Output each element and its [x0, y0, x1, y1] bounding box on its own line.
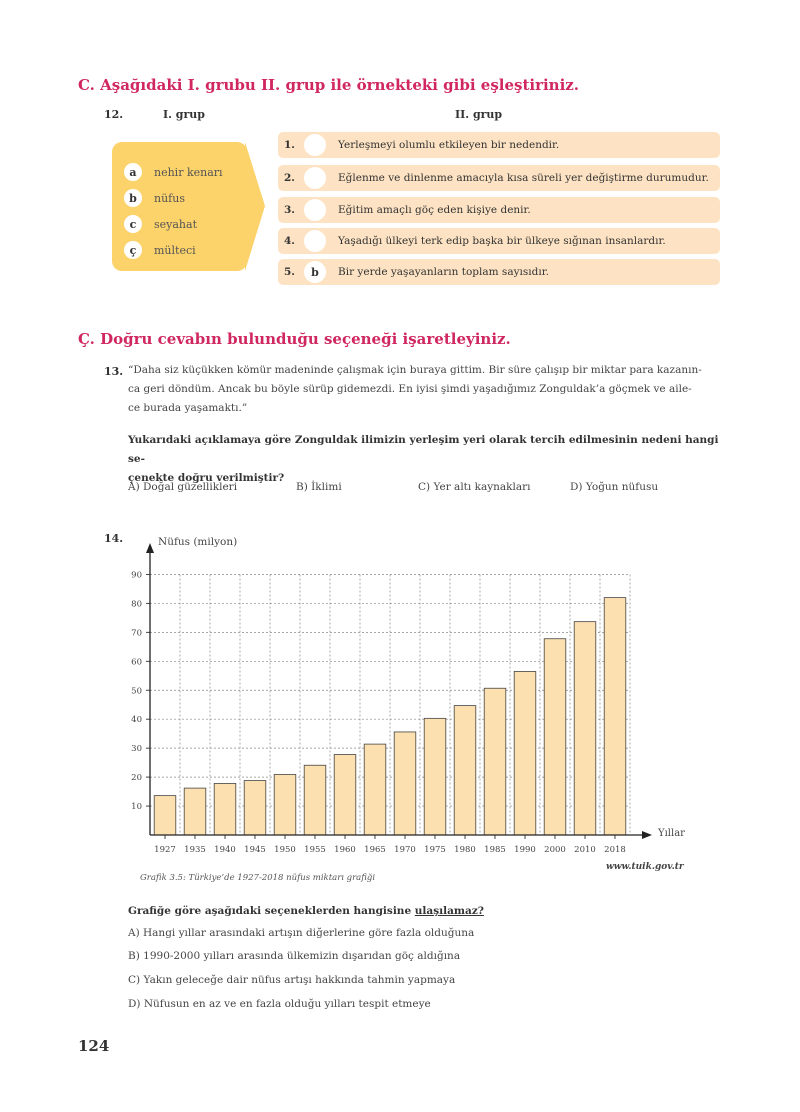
bar: [574, 622, 596, 835]
section-c-title: C. Aşağıdaki I. grubu II. grup ile örnekteki gibi eşleştiriniz.: [78, 76, 580, 94]
question-14-text: [128, 902, 484, 921]
group1-arrow: [245, 142, 265, 271]
bar: [394, 732, 416, 835]
bar: [274, 775, 296, 836]
bar: [184, 788, 206, 835]
x-tick-label: 1985: [484, 845, 506, 855]
chart-x-axis-label: Yıllar: [658, 828, 685, 839]
group2-text: Eğlenme ve dinlenme amacıyla kısa süreli yer değiştirme durumudur.: [338, 172, 709, 184]
group1-label: I. grup: [163, 108, 205, 121]
q14-option-c[interactable]: C) Yakın geleceğe dair nüfus artışı hakkında tahmin yapmaya: [128, 974, 456, 986]
bar: [514, 671, 536, 835]
group2-number: 5.: [284, 266, 295, 278]
group1-letter: ç: [124, 241, 142, 259]
x-tick-label: 1940: [214, 845, 236, 855]
x-tick-label: 1927: [154, 845, 176, 855]
group2-text: Yerleşmeyi olumlu etkileyen bir nedendir.: [338, 139, 560, 151]
section-cc-title: Ç. Doğru cevabın bulunduğu seçeneği işaretleyiniz.: [78, 330, 511, 348]
chart-caption: Grafik 3.5: Türkiye’de 1927-2018 nüfus miktarı grafiği: [140, 873, 376, 883]
question-line: Yukarıdaki açıklamaya göre Zonguldak ilimizin yerleşim yeri olarak tercih edilmesinin nedeni hangi se-: [128, 434, 719, 465]
group1-letter: b: [124, 189, 142, 207]
answer-circle[interactable]: b: [304, 261, 326, 283]
group1-box: [112, 142, 247, 271]
chart-source: www.tuik.gov.tr: [606, 862, 684, 872]
y-axis-arrow: [146, 543, 154, 553]
x-tick-label: 2010: [574, 845, 596, 855]
answer-circle[interactable]: [304, 134, 326, 156]
quote-line: ca geri döndüm. Ancak bu böyle sürüp gidemezdi. En iyisi şimdi yaşadığımız Zonguldak’a göçmek ve aile-: [128, 383, 692, 395]
chart-x-ticks: [154, 835, 626, 855]
group2-row: [278, 197, 720, 223]
group1-letter: c: [124, 215, 142, 233]
q13-option-c[interactable]: C) Yer altı kaynakları: [418, 481, 531, 493]
x-tick-label: 2000: [544, 845, 566, 855]
x-tick-label: 1980: [454, 845, 476, 855]
bar: [304, 765, 326, 835]
group1-letter: a: [124, 163, 142, 181]
group2-label: II. grup: [455, 108, 503, 121]
group2-text: Bir yerde yaşayanların toplam sayısıdır.: [338, 266, 549, 278]
group1-text: nüfus: [154, 191, 185, 205]
group2-text: Eğitim amaçlı göç eden kişiye denir.: [338, 204, 531, 216]
chart-y-ticks: [131, 570, 150, 812]
y-tick-label: 80: [131, 599, 142, 610]
question-13-text: [128, 431, 728, 488]
x-tick-label: 1960: [334, 845, 356, 855]
quote-line: ce burada yaşamaktı.”: [128, 402, 248, 414]
group1-item: [124, 240, 196, 260]
q13-option-b[interactable]: B) İklimi: [296, 481, 342, 493]
group2-row: [278, 259, 720, 285]
y-tick-label: 10: [131, 802, 142, 813]
q13-option-a[interactable]: A) Doğal güzellikleri: [128, 481, 238, 493]
y-tick-label: 90: [131, 570, 142, 581]
x-tick-label: 1970: [394, 845, 416, 855]
y-tick-label: 50: [131, 686, 142, 697]
group1-text: seyahat: [154, 217, 197, 231]
y-tick-label: 20: [131, 773, 142, 784]
x-tick-label: 1935: [184, 845, 206, 855]
group1-text: nehir kenarı: [154, 165, 223, 179]
group1-text: mülteci: [154, 243, 196, 257]
question-13-number: 13.: [104, 365, 124, 378]
q14-option-b[interactable]: B) 1990-2000 yılları arasında ülkemizin dışarıdan göç aldığına: [128, 950, 461, 962]
bar: [484, 688, 506, 835]
group1-item: [124, 188, 185, 208]
question-12-number: 12.: [104, 108, 124, 121]
bar: [364, 744, 386, 835]
q14-option-a[interactable]: A) Hangi yıllar arasındaki artışın diğerlerine göre fazla olduğuna: [128, 927, 475, 939]
answer-circle[interactable]: [304, 199, 326, 221]
group2-text: Yaşadığı ülkeyi terk edip başka bir ülkeye sığınan insanlardır.: [338, 235, 666, 247]
x-tick-label: 1975: [424, 845, 446, 855]
answer-circle[interactable]: [304, 167, 326, 189]
group2-number: 4.: [284, 235, 295, 247]
y-tick-label: 70: [131, 628, 142, 639]
y-tick-label: 30: [131, 744, 142, 755]
bar: [334, 755, 356, 835]
page-number: 124: [78, 1037, 110, 1055]
group2-row: [278, 132, 720, 158]
question-13-quote: [128, 361, 728, 418]
question-14-prefix: Grafiğe göre aşağıdaki seçeneklerden hangisine: [128, 905, 415, 917]
x-tick-label: 1990: [514, 845, 536, 855]
bar: [454, 706, 476, 835]
y-tick-label: 40: [131, 715, 142, 726]
x-tick-label: 1950: [274, 845, 296, 855]
q13-option-d[interactable]: D) Yoğun nüfusu: [570, 481, 659, 493]
x-tick-label: 1955: [304, 845, 326, 855]
bar: [244, 781, 266, 835]
question-14-emphasis: ulaşılamaz?: [414, 905, 484, 917]
bar: [214, 783, 236, 835]
y-tick-label: 60: [131, 657, 142, 668]
q14-option-d[interactable]: D) Nüfusun en az ve en fazla olduğu yılları tespit etmeye: [128, 998, 431, 1010]
group2-number: 2.: [284, 172, 295, 184]
bar: [154, 796, 176, 835]
bar: [424, 718, 446, 835]
x-tick-label: 1945: [244, 845, 266, 855]
answer-circle[interactable]: [304, 230, 326, 252]
chart-y-axis-label: Nüfus (milyon): [158, 536, 238, 548]
group2-number: 3.: [284, 204, 295, 216]
group1-item: [124, 214, 197, 234]
bar: [604, 598, 626, 835]
x-axis-arrow: [642, 831, 652, 839]
population-chart: [100, 525, 720, 860]
question-14-number: 14.: [104, 532, 124, 545]
quote-line: “Daha siz küçükken kömür madeninde çalışmak için buraya gittim. Bir süre çalışıp bir miktar para kazanın-: [128, 364, 702, 376]
group2-row: [278, 228, 720, 254]
question-line: çenekte doğru verilmiştir?: [128, 472, 285, 484]
group2-row: [278, 165, 720, 191]
bar: [544, 639, 566, 835]
group2-number: 1.: [284, 139, 295, 151]
x-tick-label: 1965: [364, 845, 386, 855]
x-tick-label: 2018: [604, 845, 626, 855]
group1-item: [124, 162, 223, 182]
